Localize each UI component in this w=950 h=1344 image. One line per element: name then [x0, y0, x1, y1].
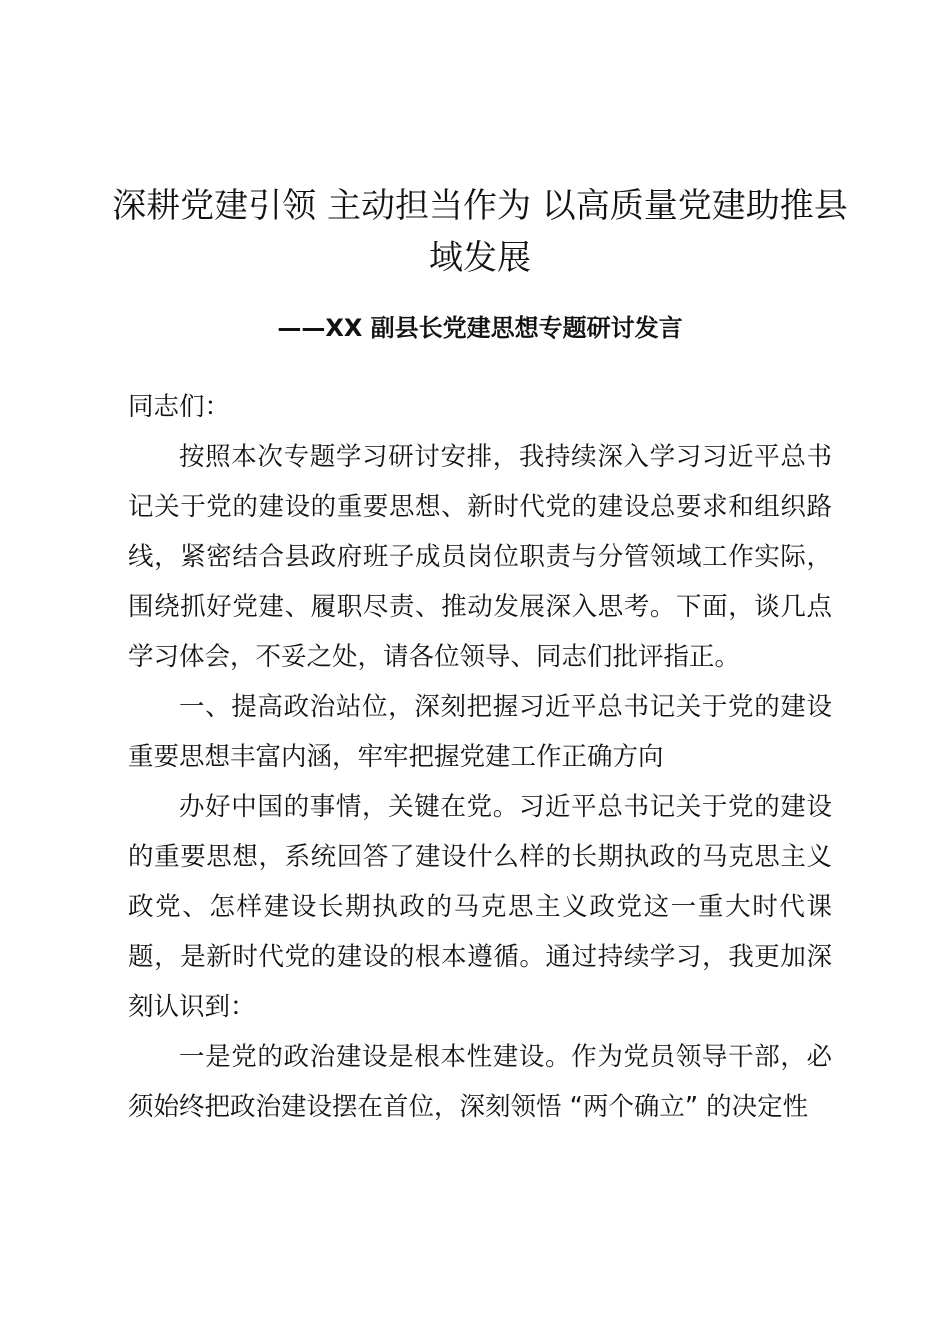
salutation: 同志们： [128, 392, 231, 422]
paragraph-point-1: 一是党的政治建设是根本性建设。作为党员领导干部，必须始终把政治建设摆在首位，深刻领悟 “两个确立” 的决定性 [128, 1042, 832, 1122]
document-title: 深耕党建引领 主动担当作为 以高质量党建助推县域发展 [112, 186, 848, 278]
document-body [128, 382, 832, 1132]
document-subtitle: ——XX 副县长党建思想专题研讨发言 [277, 314, 683, 342]
paragraph-intro: 按照本次专题学习研讨安排，我持续深入学习习近平总书记关于党的建设的重要思想、新时代党的建设总要求和组织路线，紧密结合县政府班子成员岗位职责与分管领域工作实际，围绕抓好党建、履职尽责、推动发展深入思考。下面，谈几点学习体会，不妥之处，请各位领导、同志们批评指正。 [128, 442, 832, 672]
section-heading-1: 一、提高政治站位，深刻把握习近平总书记关于党的建设重要思想丰富内涵，牢牢把握党建工作正确方向 [128, 692, 832, 772]
paragraph-section-1: 办好中国的事情，关键在党。习近平总书记关于党的建设的重要思想，系统回答了建设什么样的长期执政的马克思主义政党、怎样建设长期执政的马克思主义政党这一重大时代课题，是新时代党的建设的根本遵循。通过持续学习，我更加深刻认识到： [128, 792, 832, 1022]
